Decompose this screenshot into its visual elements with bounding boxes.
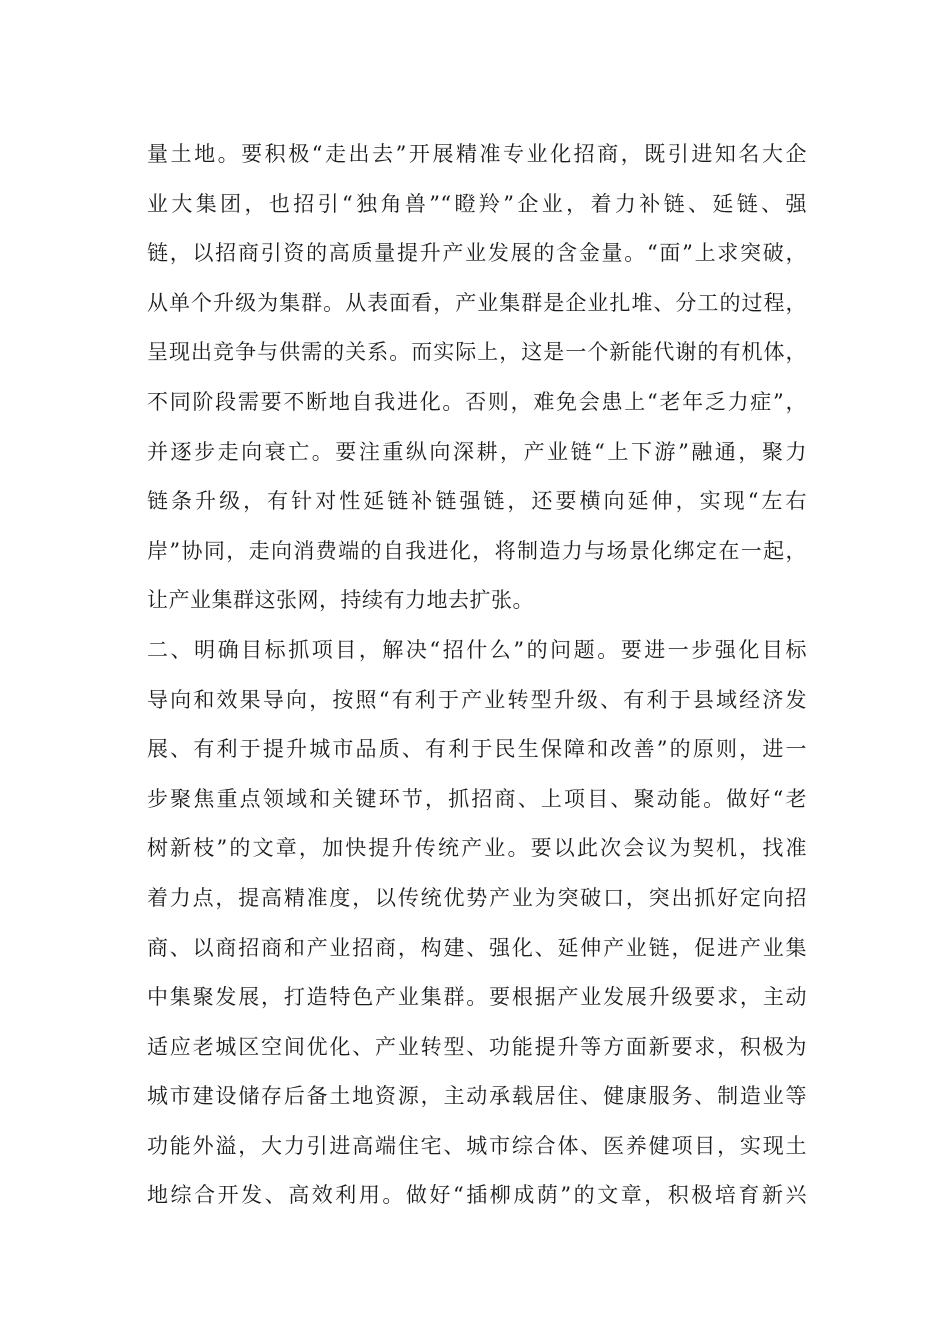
text-line: 商、以商招商和产业招商，构建、强化、延伸产业链，促进产业集 xyxy=(147,935,807,960)
text-line: 链条升级，有针对性延链补链强链，还要横向延伸，实现“左右 xyxy=(147,489,807,514)
text-line: 并逐步走向衰亡。要注重纵向深耕，产业链“上下游”融通，聚力 xyxy=(147,439,807,464)
text-line: 导向和效果导向，按照“有利于产业转型升级、有利于县域经济发 xyxy=(147,687,807,712)
text-line: 着力点，提高精准度，以传统优势产业为突破口，突出抓好定向招 xyxy=(147,885,807,910)
text-line: 岸”协同，走向消费端的自我进化，将制造力与场景化绑定在一起， xyxy=(147,538,807,563)
text-line: 量土地。要积极“走出去”开展精准专业化招商，既引进知名大企 xyxy=(147,142,807,166)
text-line: 适应老城区空间优化、产业转型、功能提升等方面新要求，积极为 xyxy=(147,1034,807,1059)
section-heading-line: 二、明确目标抓项目，解决“招什么”的问题。要进一步强化目标 xyxy=(147,637,807,662)
text-line: 让产业集群这张网，持续有力地去扩张。 xyxy=(147,588,534,613)
text-line: 城市建设储存后备土地资源，主动承载居住、健康服务、制造业等 xyxy=(147,1084,807,1109)
text-line: 中集聚发展，打造特色产业集群。要根据产业发展升级要求，主动 xyxy=(147,985,807,1010)
text-line: 功能外溢，大力引进高端住宅、城市综合体、医养健项目，实现土 xyxy=(147,1133,807,1158)
text-line: 地综合开发、高效利用。做好“插柳成荫”的文章，积极培育新兴 xyxy=(147,1183,807,1208)
text-line: 业大集团，也招引“独角兽”“瞪羚”企业，着力补链、延链、强 xyxy=(147,191,807,216)
text-line: 链，以招商引资的高质量提升产业发展的含金量。“面”上求突破， xyxy=(147,241,807,266)
text-line: 从单个升级为集群。从表面看，产业集群是企业扎堆、分工的过程， xyxy=(147,290,807,315)
text-line: 不同阶段需要不断地自我进化。否则，难免会患上“老年乏力症”， xyxy=(147,389,807,414)
body-text xyxy=(147,130,807,1221)
text-line: 步聚焦重点领域和关键环节，抓招商、上项目、聚动能。做好“老 xyxy=(147,786,807,811)
text-line: 呈现出竞争与供需的关系。而实际上，这是一个新能代谢的有机体， xyxy=(147,340,807,365)
text-line: 树新枝”的文章，加快提升传统产业。要以此次会议为契机，找准 xyxy=(147,836,807,861)
text-line: 展、有利于提升城市品质、有利于民生保障和改善”的原则，进一 xyxy=(147,737,807,762)
